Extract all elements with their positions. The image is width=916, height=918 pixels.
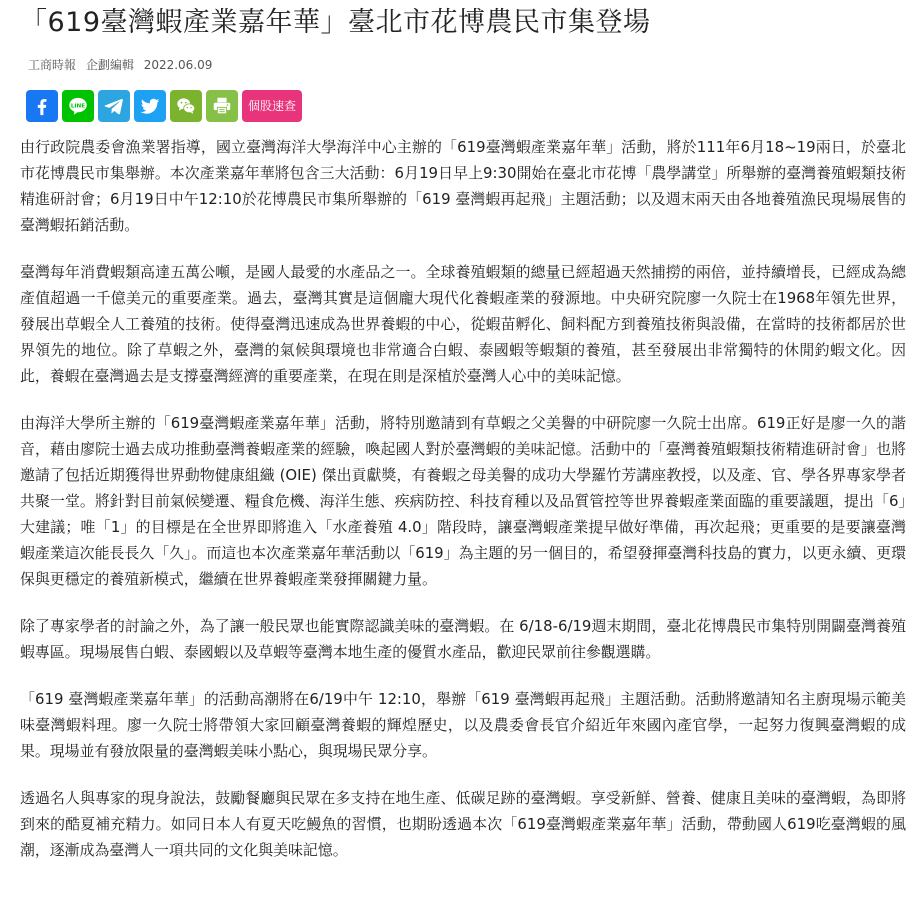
article-page xyxy=(20,0,910,884)
article-source: 工商時報 xyxy=(28,58,77,72)
article-paragraph: 「619 臺灣蝦產業嘉年華」的活動高潮將在6/19中午 12:10，舉辦「619 臺灣蝦再起飛」主題活動。活動將邀請知名主廚現場示範美味臺灣蝦料理。廖一久院士將帶領大家回顧臺灣養蝦的輝煌歷史，以及農委會長官介紹近年來國內產官學，一起努力復興臺灣蝦的成果。現場並有發放限量的臺灣蝦美味小點心，與現場民眾分享。 xyxy=(20,690,906,760)
article-paragraph: 臺灣每年消費蝦類高達五萬公噸，是國人最愛的水產品之一。全球養殖蝦類的總量已經超過天然捕撈的兩倍，並持續增長，已經成為總產值超過一千億美元的重要產業。過去，臺灣其實是這個龐大現代化養蝦產業的發源地。中央研究院廖一久院士在1968年領先世界，發展出草蝦全人工養殖的技術。使得臺灣迅速成為世界養蝦的中心，從蝦苗孵化、飼料配方到養殖技術與設備，在當時的技術都居於世界領先的地位。除了草蝦之外，臺灣的氣候與環境也非常適合白蝦、泰國蝦等蝦類的養殖，甚至發展出非常獨特的休閒釣蝦文化。因此，養蝦在臺灣過去是支撐臺灣經濟的重要產業，在現在則是深植於臺灣人心中的美味記憶。 xyxy=(20,263,906,385)
article-date: 2022.06.09 xyxy=(143,58,213,72)
article-title: 「619臺灣蝦產業嘉年華」臺北市花博農民市集登場 xyxy=(20,7,651,38)
article-paragraph: 由行政院農委會漁業署指導，國立臺灣海洋大學海洋中心主辦的「619臺灣蝦產業嘉年華」活動，將於111年6月18~19兩日，於臺北市花博農民市集舉辦。本次產業嘉年華將包含三大活動：6月19日早上9:30開始在臺北市花博「農學講堂」所舉辦的臺灣養殖蝦類技術精進研討會；6月19日中午12:10於花博農民市集所舉辦的「619 臺灣蝦再起飛」主題活動；以及週末兩天由各地養殖漁民現場展售的臺灣蝦拓銷活動。 xyxy=(20,138,906,234)
facebook-share-button[interactable] xyxy=(26,90,58,122)
article-author: 企劃編輯 xyxy=(85,58,134,72)
print-icon xyxy=(211,95,233,117)
line-share-button[interactable] xyxy=(62,90,94,122)
wechat-icon xyxy=(175,95,197,117)
facebook-icon xyxy=(31,95,53,117)
article-paragraph: 透過名人與專家的現身說法，鼓勵餐廳與民眾在多支持在地生產、低碳足跡的臺灣蝦。享受新鮮、營養、健康且美味的臺灣蝦，為即將到來的酷夏補充精力。如同日本人有夏天吃鰻魚的習慣，也期盼透過本次「619臺灣蝦產業嘉年華」活動，帶動國人619吃臺灣蝦的風潮，逐漸成為臺灣人一項共同的文化與美味記憶。 xyxy=(20,789,906,859)
telegram-share-button[interactable] xyxy=(98,90,130,122)
line-icon xyxy=(67,95,89,117)
stock-lookup-button[interactable]: 個股速查 xyxy=(242,90,302,122)
article-paragraph: 除了專家學者的討論之外，為了讓一般民眾也能實際認識美味的臺灣蝦。在 6/18-6/19週末期間，臺北花博農民市集特別開闢臺灣養殖蝦專區。現場展售白蝦、泰國蝦以及草蝦等臺灣本地生產的優質水產品，歡迎民眾前往參觀選購。 xyxy=(20,617,906,661)
telegram-icon xyxy=(103,95,125,117)
twitter-share-button[interactable] xyxy=(134,90,166,122)
article-meta xyxy=(28,56,910,74)
line-icon-label: LINE xyxy=(70,103,86,110)
print-button[interactable] xyxy=(206,90,238,122)
article-paragraph: 由海洋大學所主辦的「619臺灣蝦產業嘉年華」活動，將特別邀請到有草蝦之父美譽的中研院廖一久院士出席。619正好是廖一久的諧音，藉由廖院士過去成功推動臺灣養蝦產業的經驗，喚起國人對於臺灣蝦的美味記憶。活動中的「臺灣養殖蝦類技術精進研討會」也將邀請了包括近期獲得世界動物健康組織 (OIE) 傑出貢獻獎，有養蝦之母美譽的成功大學羅竹芳講座教授，以及產、官、學各界專家學者共聚一堂。將針對目前氣候變遷、糧食危機、海洋生態、疾病防控、科技育種以及品質管控等世界養蝦產業面臨的重要議題，提出「6」大建議；唯「1」的目標是在全世界即將進入「水產養殖 4.0」階段時，讓臺灣蝦產業提早做好準備，再次起飛；更重要的是要讓臺灣蝦產業這次能長長久「久」。而這也本次產業嘉年華活動以「619」為主題的另一個目的，希望發揮臺灣科技島的實力，以更永續、更環保與更穩定的養殖新模式，繼續在世界養蝦產業發揮關鍵力量。 xyxy=(20,414,906,588)
wechat-share-button[interactable] xyxy=(170,90,202,122)
article-body xyxy=(20,134,906,863)
twitter-icon xyxy=(139,95,161,117)
share-bar xyxy=(26,90,910,122)
